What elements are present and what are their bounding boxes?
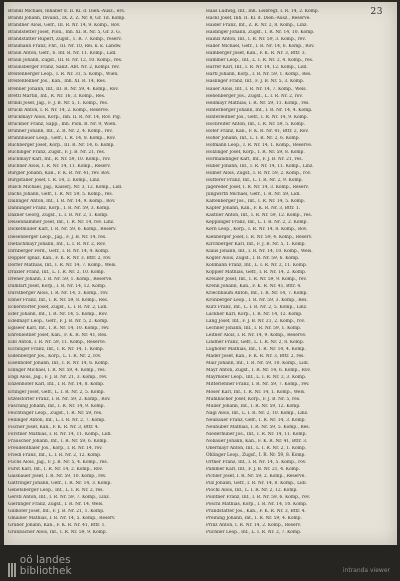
directory-entry: Brandstätter Rupert, Zugsf., 1. R. 7. Komp., reserv. — [8, 37, 122, 43]
directory-entry: Lang Josef, Inf., F. J. B. Nr. 21, 2. Komp., rov. — [206, 319, 305, 325]
directory-entry: Mühlbacher Josef, Korp., F. J. B. Nr. 5, res. — [206, 396, 301, 402]
directory-entry: Dreher Johann, I. R. Nr. 59, 1. Komp., Reserve. — [8, 276, 113, 282]
directory-entry: Brandl Michael, Inhaber d. II. Kl. d. Dien.-Ausz., ers. — [8, 9, 126, 14]
directory-entry: Engl Alois, Jäg., F. J. B. Nr. 21, 3. Komp., rev. — [8, 375, 108, 381]
directory-entry: Eckerstorfer Josef, Zugsf., L. I. R. Nr. 2, Lidl. — [8, 304, 108, 310]
directory-entry: Bruckmayr Alois, Korp., Inh. II. R. Nr. 14, Rov. Pig. — [8, 114, 122, 120]
directory-entry: Lackner Karl, Korp., I. R. Nr. 14, 12. Komp. — [206, 312, 303, 318]
directory-entry: Mair Johann, Inf., I. R. Nr. 59, 10. Komp., Lidl. — [206, 361, 310, 367]
directory-entry: Mayr Anton, Zugsf., I. R. Nr. 14, 6. Komp., Rov. — [206, 368, 311, 374]
directory-entry: Haslinger Franz, Inf., F. J. B. Nr. 5, 3. Komp. — [206, 79, 305, 85]
directory-entry: Preining Johann, Inf., I. R. Nr. 59, 4. Komp. — [206, 516, 302, 522]
directory-entry: Jungwirth Michael, Gefr., I. R. Nr. 59, Lidl. — [206, 192, 301, 198]
directory-entry: Feichtinger Leop., Zugsf., I. R. Nr. 59, res. — [8, 410, 103, 416]
directory-entry: Pichler Josef, I. R. Nr. 59, 2. Komp., Reserve. — [206, 474, 306, 480]
directory-entry: Gillhofer Josef, Inf., F. J. B. Nr. 21, 1. Komp. — [8, 509, 105, 515]
directory-entry: Eglseer Karl, Inf., I. R. Nr. 14, 10. Komp., rev. — [8, 326, 110, 332]
directory-entry: Pammer Karl, Inf., F. J. B. Nr. 21, 4. Komp. — [206, 467, 300, 473]
directory-entry: Ellinger Michael, I. R. Nr. 59, 4. Komp., res. — [8, 368, 106, 374]
directory-entry: Friedl Franz, Inf., L. I. R. Nr. 2, 12. Komp. — [8, 452, 102, 458]
directory-entry: Mitterlehner Franz, I. R. Nr. 59, 7. Komp., rev. — [206, 382, 310, 388]
directory-entry: Brückl Anton, I. R. Nr. 14, 2. Komp., Reserve. — [8, 107, 110, 113]
directory-entry: Holzinger Josef, Korp., I. R. Nr. 59, 8. Komp. — [206, 149, 305, 155]
directory-entry: Mayrhofer Leop., Inf., L. I. R. Nr. 2, 3. Komp. — [206, 375, 307, 381]
directory-entry: Lindner Franz, Gefr., L. I. R. Nr. 2, 8. Komp. — [206, 340, 305, 346]
directory-entry: Gattringer Johann, Gefr., I. R. Nr. 14, 3. Komp. — [8, 481, 112, 487]
logo-text — [20, 555, 72, 577]
directory-entry: Haider Franz, Inf., Z. R. Nr. 2, 8. Komp., Linz. — [206, 23, 308, 29]
directory-entry: Mader Josef, Kan., F. K. R. Nr. 3, Bttr. 2, res. — [206, 354, 305, 360]
directory-entry: Prinz Anton, I. R. Nr. 14, 2. Komp., Reserv. — [206, 523, 302, 529]
directory-entry: Müller Johann, Inf., I. R. Nr. 59, 12. Komp. — [206, 403, 301, 409]
directory-entry: Deisenhammer Josef, Inf., I. R. Nr. 14, rev. Linz. — [8, 220, 115, 226]
directory-entry: Gaisbauer Josef, I. R. Nr. 59, 10. Komp., rev. — [8, 474, 107, 480]
directory-entry: Dirnberger Ferd., Gefr., I. R. Nr. 14, 4. Komp. — [8, 248, 110, 254]
directory-entry: Durstberger Alois, I. R. Nr. 14, 3. Komp., rov. — [8, 290, 109, 296]
directory-entry: Frauscher Johann, Inf., I. R. Nr. 59, 6. Komp. — [8, 438, 108, 444]
directory-entry: Pilz Johann, Gefr., I. R. Nr. 14, 8. Komp., Lidl. — [206, 481, 308, 487]
directory-entry: Koppler Mathias, Gefr., I. R. Nr. 14, 2. Komp. — [206, 269, 307, 275]
directory-entry: Braunsberger Franz, Sanit. Abt. Nr. 2, Kompl. rev. — [8, 65, 120, 71]
directory-entry: Plöchl Alois, Inf., L. I. R. Nr. 2, 12. Komp. — [206, 488, 298, 494]
directory-entry: Moser Karl, Inf., I. R. Nr. 14, 1. Komp., Wels. — [206, 389, 306, 395]
directory-entry: Kapfer Johann, Kan., F. K. R. Nr. 3, Bttr. 1. — [206, 206, 301, 212]
viewer-footer — [0, 545, 400, 581]
directory-entry: Eisenhofer Johann, Inf., I. R. Nr. 14, 6. Komp. — [8, 361, 110, 367]
directory-entry: Neuhuber Mathias, I. R. Nr. 59, 5. Komp., Res. — [206, 424, 310, 430]
scanned-page — [4, 2, 397, 545]
directory-entry: Braun Anton, Gefr., 6. Inf. R. Nr. 11. Komp., Lidl. — [8, 51, 117, 57]
directory-entry: Pöschl Mathias, Korp., I. R. Nr. 14, 10. Komp. — [206, 502, 308, 508]
directory-entry: Buchberger Josef, Korp., III. R. Nr. 14, 6. Komp. — [8, 142, 115, 148]
directory-entry: Kern Leop., Korp., I. R. Nr. 14, 8. Komp., Rov. — [206, 227, 308, 233]
directory-entry: Harrer Karl, Inf., I. R. Nr. 14, 12. Komp., Lidl. — [206, 65, 308, 71]
directory-entry: Dorfer Mathias, Inf., I. R. Nr. 14, 7. Komp., Wels. — [8, 262, 117, 268]
directory-entry: Hofer Franz, Kan., F. K. R. Nr. 41, Bttr. 2, Rov. — [206, 128, 309, 134]
directory-entry: Humer Alois, Zugsf., I. R. Nr. 59, 2. Komp., rov. — [206, 171, 312, 177]
directory-entry: Hartl Johann, Korp., I. R. Nr. 59, 1. Komp., Res. — [206, 72, 312, 78]
directory-entry: Gmainer Mathias, I. R. Nr. 14, 5. Komp., Reserv. — [8, 516, 116, 522]
directory-entry: Obermayr Anton, Inf., L. I. R. Nr. 2, 1. Komp. — [206, 445, 307, 451]
directory-entry: Fellinger Anton, Inf., L. I. R. Nr. 2, 7. Komp. — [8, 417, 106, 423]
directory-entry: Lughofer Mathias, Inf., I. R. Nr. 14, 4. Komp. — [206, 347, 306, 353]
directory-entry: Niederhuber Jos., Inf., I. R. Nr. 14, 11. Komp. — [206, 431, 307, 437]
viewer-label[interactable]: intranda viewer — [342, 567, 390, 574]
directory-entry: Huber Johann, Inf., I. R. Nr. 14, 11. Komp., Linz. — [206, 164, 314, 170]
directory-entry: Gierlinger Franz, Zugsf., I. R. Nr. 14, Wels. — [8, 502, 104, 508]
directory-entry: Kirchberger Karl, Inf., F. J. B. Nr. 5, 1. Komp. — [206, 241, 306, 247]
directory-entry: Bürgler Johann, Kan., F. K. R. Nr. 41, rev. Rov. — [8, 171, 111, 177]
directory-entry: Brückner Franz, Sapp., Inh. Pion. B. Nr. 9, Wien. — [8, 121, 117, 127]
directory-entry: Doppler Ignaz, Kan., F. K. R. Nr. 3, Bttr. 2, rov. — [8, 255, 112, 261]
directory-entry: Kurz Franz, Inf., L. I. R. Nr. 2, 5. Komp., Linz. — [206, 304, 308, 310]
directory-entry: Hinterleitner Jos., Gefr., I. R. Nr. 14, 9. Komp. — [206, 114, 309, 120]
right-column — [206, 8, 394, 543]
directory-entry: Diesenberger Leop., Jäg., F. J. B. Nr. 14, res. — [8, 234, 107, 240]
directory-entry: Brandner Alois, Gefr., III. R. Nr. 14, 9. Komp., Rov. — [8, 23, 121, 29]
directory-entry: Buchinger Franz, Zugsf., F. J. B. Nr. 21, res. — [8, 149, 106, 155]
directory-entry: Hainzl Anton, Inf., I. R. Nr. 59, 3. Komp., rev. — [206, 37, 306, 43]
directory-entry: Leitner Alois, I. R. Nr. 14, 9. Komp., Reserve. — [206, 333, 307, 339]
directory-entry: Enzenhofer Karl, Inf., I. R. Nr. 14, 8. Komp. — [8, 382, 105, 388]
directory-entry: Krenn Johann, Kan., F. K. R. Nr. 41, Bttr. 4. — [206, 283, 302, 289]
directory-entry: Hehenberger Jos., Zugsf., L. I. R. Nr. 2, rov. — [206, 93, 303, 99]
directory-entry: Neubauer Franz, Gefr., I. R. Nr. 14, 3. Komp. — [206, 417, 306, 423]
directory-entry: Haas Ludwig, Inf., Inh. Leibregt. I. R. 14, 2. Komp. — [206, 9, 319, 14]
directory-entry: Dicketmüller Karl, I. R. Nr. 59, 6. Komp., Reserv. — [8, 227, 117, 233]
directory-entry: Nagl Alois, Inf., L. I. R. Nr. 2, 10. Komp., Linz. — [206, 410, 309, 416]
directory-entry: Edelmayr Leop., Gefr., F. J. B. Nr. 5, 2. Komp. — [8, 319, 109, 325]
page-number: 23 — [370, 7, 383, 17]
directory-entry: Draxler Franz, Inf., L. I. R. Nr. 2, 10. Komp. — [8, 269, 105, 275]
directory-entry: Hauer Alois, Inf., I. R. Nr. 14, 7. Komp., Wels. — [206, 86, 307, 92]
directory-entry: Forstner Mathias, I. R. Nr. 14, 11. Komp., Lidl. — [8, 431, 112, 437]
directory-entry: Brettl Martin, Inf., R. Nr. 16, 3. Komp., Res. — [8, 93, 106, 99]
directory-entry: Prandstätter Jos., Kan., F. K. R. Nr. 3, Bttr. 4. — [206, 509, 306, 515]
directory-entry: Fischer Josef, Kan., F. K. R. Nr. 3, Bttr. 4. — [8, 424, 100, 430]
directory-entry: Ortner Franz, Inf., I. R. Nr. 14, 5. Komp., rov. — [206, 460, 307, 465]
directory-entry: Busch Michael, Jäg., Kaiserj. Nr. 3, 12. Komp., Lidl. — [8, 185, 123, 191]
library-logo[interactable] — [8, 555, 72, 577]
directory-entry: Brandl Johann, Invalid., IX. Z. Z. Nr. 8, Gr. 1d. Komp. — [8, 16, 126, 22]
directory-entry: Haidinger Johann, Zugsf., I. R. Nr. 14, 10. Komp. — [206, 30, 315, 36]
directory-entry: Kastner Anton, Inf., I. R. Nr. 59, 12. Komp., res. — [206, 213, 313, 219]
directory-entry: Fasching Johann, Inf., I. R. Nr. 14, 9. Komp. — [8, 403, 105, 409]
directory-entry: Breitenfellner Jos., Kan., Inh. XI. R. 14, Res. — [8, 79, 107, 85]
directory-entry: Klaus Johann, Inf., I. R. Nr. 14, 10. Komp., Wels. — [206, 248, 313, 254]
directory-entry: Brandstetter Josef, Pion., Inh. XI. R. Nr. 5, Gr. z. G. — [8, 30, 121, 36]
directory-entry: Etzelstorfer Franz, I. R. Nr. 59, 2. Komp., Rov. — [8, 396, 111, 402]
directory-entry: Höfler Johann, Inf., L. I. R. Nr. 2, 6. Komp. — [206, 135, 300, 141]
directory-entry: Dallinger Anton, Inf., I. R. Nr. 14, 9. Komp., Rov. — [8, 199, 116, 205]
directory-entry: Braun Johann, Zugsf., III. R. Nr. 12, 10. Komp., res. — [8, 58, 123, 64]
directory-entry: Breitenberger Leop., I. R. Nr. 31, 5. Komp., Wien. — [8, 72, 119, 78]
directory-entry: Buchner Alois, I. R. Nr. 14, 11. Komp., Reserv. — [8, 164, 111, 170]
directory-entry: Hinterberger Johann, Inf., I. R. Nr. 14, 4. Komp. — [206, 107, 313, 113]
directory-entry: Daxner Georg, Zugsf., L. I. R. Nr. 2, 1. Komp. — [8, 213, 109, 219]
directory-entry: Brenner Johann, Inf., III. R. Nr. 59, 4. Komp., Rov. — [8, 86, 119, 92]
directory-entry: Gerstl Anton, Inf., I. R. Nr. 59, 7. Komp., Linz. — [8, 495, 110, 501]
logo-line-1: oö landes — [19, 554, 71, 566]
directory-entry: Gruber Johann, Kan., F. K. R. Nr. 41, Bttr. 1. — [8, 523, 106, 529]
directory-entry: Fuchs Alois, Jäg., F. J. B. Nr. 5, 4. Komp., res. — [8, 460, 108, 465]
directory-entry: Burgstaller Josef, I. R. 14, 2. Komp., Linz. — [8, 178, 101, 184]
directory-entry: Kaltenberger Jos., Inf., I. R. Nr. 14, 5. Komp. — [206, 199, 305, 205]
directory-entry: Kogler Alois, Zugsf., I. R. Nr. 59, 6. Komp. — [206, 255, 300, 261]
directory-entry: Kreuzer Josef, Inf., I. R. Nr. 59, 9. Komp., rev. — [206, 276, 307, 282]
directory-entry: Brindl Josef, Jäg., F. J. B. Nr. 5, 1. Komp., res. — [8, 100, 109, 106]
directory-entry: Braumann Franz, Fhr., III. Nr. 10, Rei. k. k. Landw. — [8, 44, 122, 50]
directory-entry: Haller Michael, Gefr., I. R. Nr. 14, 6. Komp., Rov. — [206, 44, 315, 50]
directory-entry: Ehrenleitner Josef, Kan., F. K. R. Nr. 41, Res. — [8, 333, 108, 339]
directory-entry: Fürst Karl, Inf., I. R. Nr. 14, 2. Komp., Rov. — [8, 467, 103, 473]
directory-entry: Buchmayr Karl, Inf., R. Nr. 59, 10. Komp., rov. — [8, 156, 111, 162]
directory-entry: Puchner Leop., Inf., L. I. R. Nr. 2, 7. Komp. — [206, 530, 302, 536]
directory-entry: Gebetsberger Leop., Inf., L. I. R. Nr. 2, res. — [8, 488, 104, 494]
directory-entry: Hackl Josef, Inh. II. Kl. d. Dien.-Ausz., Reserve. — [206, 16, 311, 22]
directory-entry: Grünbacher Alois, Inf., I. R. Nr. 59, 9. Komp. — [8, 530, 107, 536]
directory-entry: Ebner Franz, Inf., I. R. Nr. 59, 8. Komp., Res. — [8, 297, 109, 303]
directory-entry: Heilmayr Mathias, I. R. Nr. 59, 11. Komp., res. — [206, 100, 310, 106]
left-column — [8, 8, 198, 543]
directory-entry: Erlinger Josef, Gefr., L. I. R. Nr. 2, 5. Komp. — [8, 389, 105, 395]
directory-entry: Jagereder Josef, I. R. Nr. 14, 3. Komp., Reserv. — [206, 185, 309, 191]
directory-entry: Kriechbaum Anton, Inf., I. R. Nr. 14, 7. Komp. — [206, 290, 308, 296]
directory-entry: Kronberger Leop., I. R. Nr. 59, 3. Komp., Res. — [206, 297, 308, 303]
directory-entry: Eder Johann, Inf., I. R. Nr. 14, 5. Komp., Rov. — [8, 312, 108, 318]
directory-entry: Eibl Anton, I. R. Nr. 59, 11. Komp., Reserve. — [8, 340, 107, 346]
logo-bars-icon — [8, 563, 16, 577]
directory-entry: Eidenberger Jos., Korp., L. I. R. Nr. 2, rov. — [8, 354, 102, 360]
directory-entry: Danninger Franz, Korp., I. R. Nr. 59, 3. Komp. — [8, 206, 111, 212]
directory-entry: Freudenthaler Jos., Korp., I. R. Nr. 14, rov. — [8, 445, 103, 451]
directory-entry: Nöbauer Johann, Kan., F. K. R. Nr. 41, Bttr. 3. — [206, 438, 308, 444]
directory-entry: Hutterer Franz, Inf., L. I. R. Nr. 2, 9. Komp. — [206, 178, 303, 184]
directory-entry: Hofmann Leop., I. R. Nr. 14, 1. Komp., Reserve. — [206, 142, 313, 148]
directory-entry: Öhlinger Leop., Zugsf., I. R. Nr. 59, 8. Komp. — [206, 452, 306, 458]
logo-line-2: bibliothek — [19, 565, 72, 577]
directory-entry: Kienberger Josef, I. R. Nr. 59, 4. Komp., Reserv. — [206, 234, 313, 240]
directory-entry: Hamberger Josef, Kan., F. K. R. Nr. 3, Bttr. 3. — [206, 51, 306, 57]
directory-entry: Kollmann Franz, Inf., L. I. R. Nr. 2, 11. Komp. — [206, 262, 308, 268]
directory-entry: Eichinger Franz, Inf., I. R. Nr. 14, 1. Komp. — [8, 347, 104, 353]
directory-entry: Hochreiter Anton, Inf., I. R. Nr. 59, 5. Komp. — [206, 121, 305, 127]
directory-entry: Dumfart Josef, Korp., I. R. Nr. 14, 12. Komp. — [8, 283, 107, 289]
directory-entry: Dachs Johann, Gefr., I. R. Nr. 59, 5. Komp., res. — [8, 192, 114, 198]
directory-entry: Brunnbauer Leop., Gefr., I. R. 14, 8. Komp., Rov. — [8, 135, 116, 141]
directory-entry: Pointner Franz, Inf., I. R. Nr. 59, 6. Komp., rev. — [206, 495, 311, 501]
directory-entry: Hörmandinger Karl, Inf., F. J. B. Nr. 21, res. — [206, 156, 303, 162]
directory-entry: Kepplinger Franz, Inf., L. I. R. Nr. 2, 2. Komp. — [206, 220, 308, 226]
directory-entry: Hammer Leop., Inf., L. I. R. Nr. 2, 4. Komp., res. — [206, 58, 314, 64]
directory-entry: Brunner Johann, Inf., Z. R. Nr. 2, 4. Komp., rev. — [8, 128, 113, 134]
directory-entry: Lechner Johann, Inf., I. R. Nr. 59, 1. Komp. — [206, 326, 302, 332]
directory-entry: Dietachmayr Johann, Inf., L. I. R. Nr. 2, Rov. — [8, 241, 106, 247]
